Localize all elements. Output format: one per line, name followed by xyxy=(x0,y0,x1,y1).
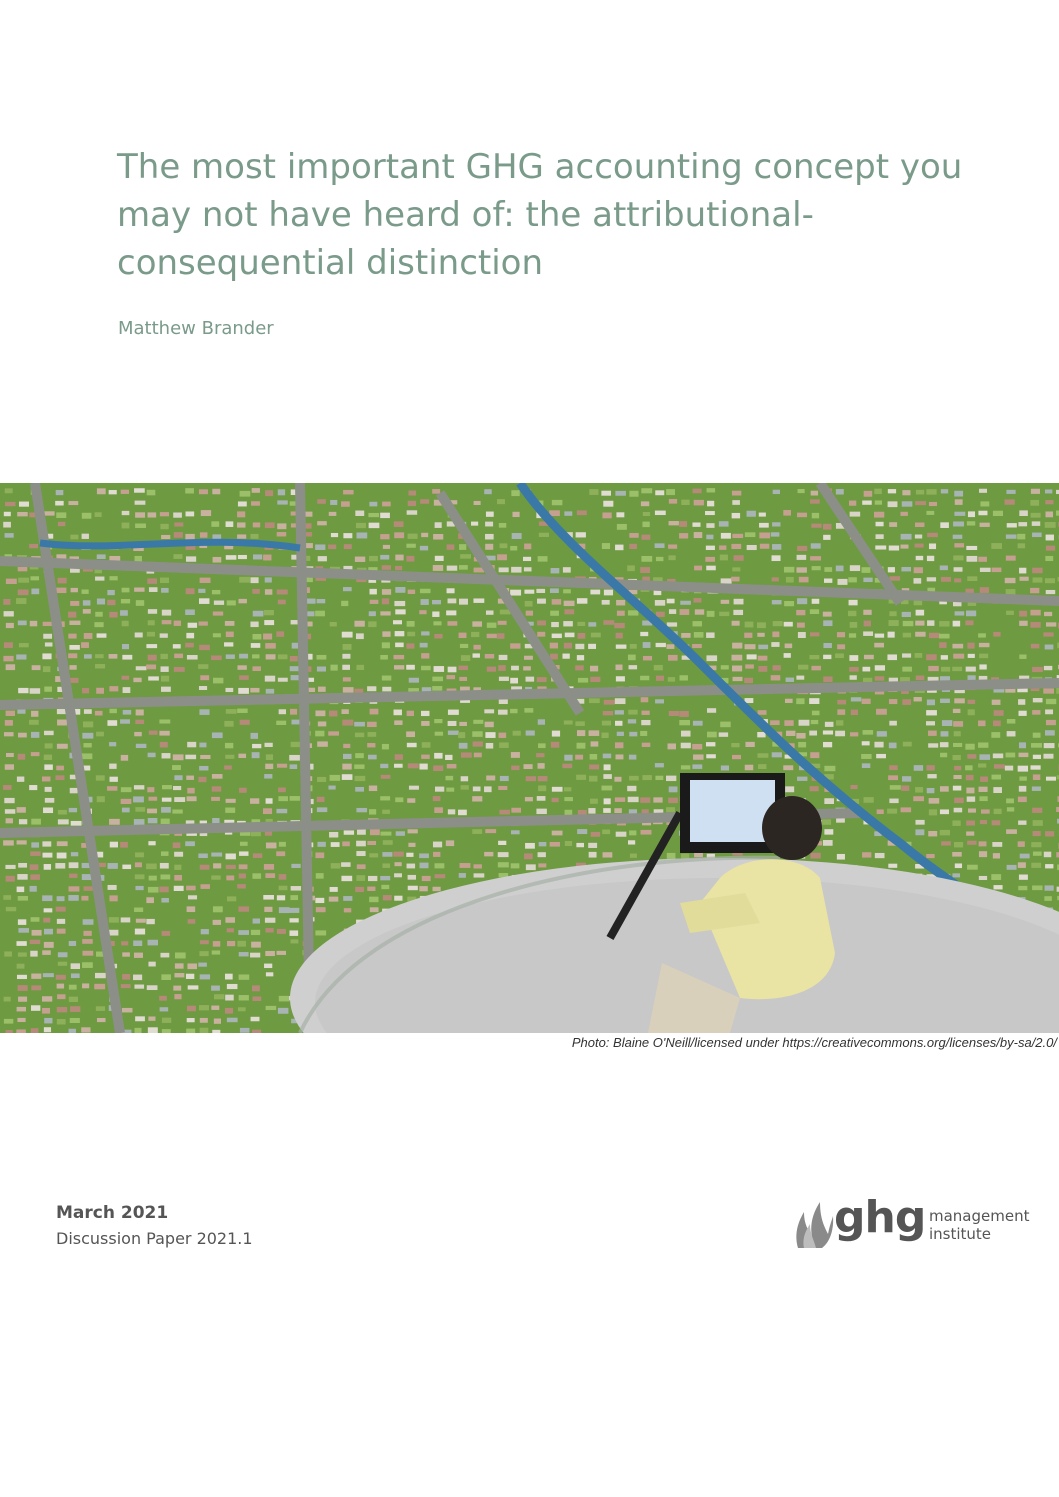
logo-text-line2: institute xyxy=(929,1225,992,1243)
author-name: Matthew Brander xyxy=(118,318,274,339)
ghg-logo xyxy=(792,1192,1042,1254)
logo-mark: ghg xyxy=(834,1192,926,1243)
document-title: The most important GHG accounting concept you may not have heard of: the attributional-consequential distinction xyxy=(117,147,963,283)
photo-caption: Photo: Blaine O'Neill/licensed under https://creativecommons.org/licenses/by-sa/2.0/ xyxy=(571,1035,1057,1050)
flame-icon xyxy=(792,1200,834,1250)
publication-date: March 2021 xyxy=(56,1203,169,1223)
paper-number: Discussion Paper 2021.1 xyxy=(56,1229,253,1248)
cover-photo xyxy=(0,483,1059,1033)
logo-text-line1: management xyxy=(929,1207,1030,1225)
